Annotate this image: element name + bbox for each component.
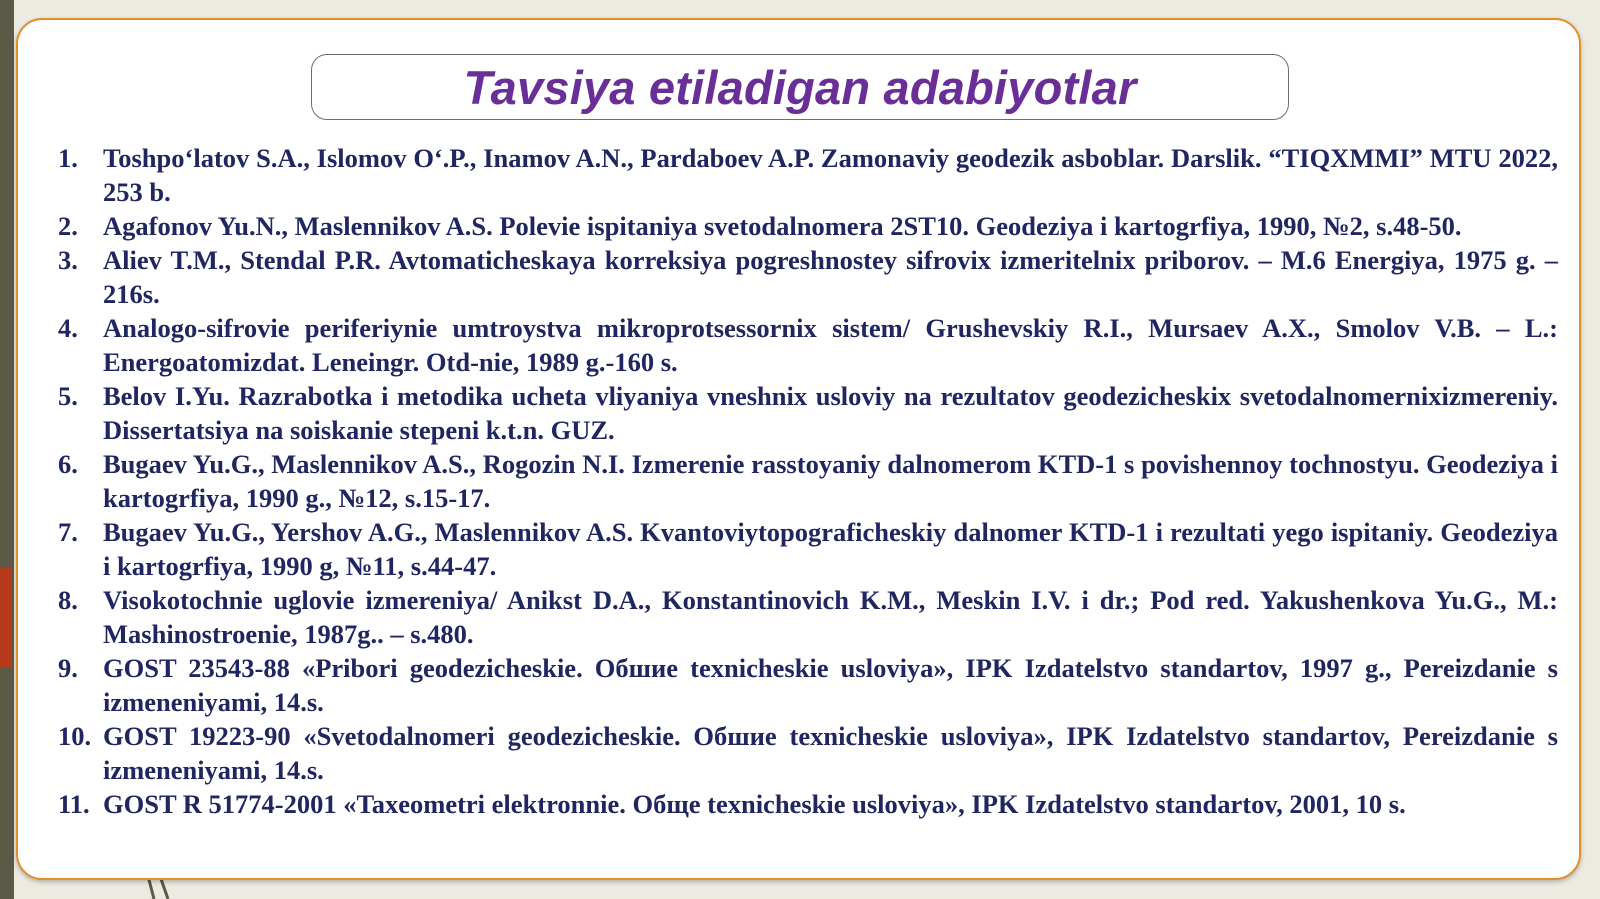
reference-number: 9. — [58, 653, 78, 683]
reference-item — [58, 379, 1558, 447]
reference-text: GOST 19223-90 «Svetodalnomeri geodezicheskie. Обшие texnicheskie usloviya», IPK Izdatelstvo standartov, Pereizdanie s izmeneniyami, 14.s. — [103, 721, 1558, 785]
reference-number: 2. — [58, 211, 78, 241]
left-decor-strip — [0, 0, 14, 899]
reference-number: 5. — [58, 381, 78, 411]
reference-text: Bugaev Yu.G., Maslennikov A.S., Rogozin N.I. Izmerenie rasstoyaniy dalnomerom KTD-1 s povishennoy tochnostyu. Geodeziya i kartogrfiya, 1990 g., №12, s.15-17. — [103, 449, 1558, 513]
reference-text: GOST R 51774-2001 «Taxeometri elektronnie. Обще texnicheskie usloviya», IPK Izdatelstvo standartov, 2001, 10 s. — [103, 789, 1406, 819]
reference-list — [58, 141, 1558, 821]
reference-item — [58, 651, 1558, 719]
reference-item — [58, 141, 1558, 209]
reference-item — [58, 787, 1558, 821]
reference-text: Analogo-sifrovie periferiynie umtroystva mikroprotsessornix sistem/ Grushevskiy R.I., Mursaev A.X., Smolov V.B. – L.: Energoatomizdat. Leneingr. Otd-nie, 1989 g.-160 s. — [103, 313, 1558, 377]
title-box — [311, 54, 1289, 120]
left-accent-bar — [0, 568, 12, 668]
reference-text: GOST 23543-88 «Pribori geodezicheskie. Обшие texnicheskie usloviya», IPK Izdatelstvo standartov, 1997 g., Pereizdanie s izmeneniyami, 14.s. — [103, 653, 1558, 717]
reference-text: Agafonov Yu.N., Maslennikov A.S. Polevie ispitaniya svetodalnomera 2ST10. Geodeziya i kartogrfiya, 1990, №2, s.48-50. — [103, 211, 1462, 241]
reference-item — [58, 311, 1558, 379]
reference-text: Aliev T.M., Stendal P.R. Avtomaticheskaya korreksiya pogreshnostey sifrovix izmeritelnix priborov. – M.6 Energiya, 1975 g. – 216s. — [103, 245, 1558, 309]
reference-item — [58, 515, 1558, 583]
reference-item — [58, 243, 1558, 311]
reference-number: 11. — [58, 789, 90, 819]
reference-number: 10. — [58, 721, 92, 751]
reference-item — [58, 719, 1558, 787]
reference-item — [58, 583, 1558, 651]
reference-text: Visokotochnie uglovie izmereniya/ Anikst D.A., Konstantinovich K.M., Meskin I.V. i dr.; Pod red. Yakushenkova Yu.G., M.: Mashinostroenie, 1987g.. – s.480. — [103, 585, 1558, 649]
reference-text: Toshpo‘latov S.A., Islomov O‘.P., Inamov A.N., Pardaboev A.P. Zamonaviy geodezik asboblar. Darslik. “TIQXMMI” MTU 2022, 253 b. — [103, 143, 1558, 207]
slide-card — [16, 18, 1581, 880]
reference-number: 3. — [58, 245, 78, 275]
reference-number: 4. — [58, 313, 78, 343]
reference-number: 7. — [58, 517, 78, 547]
reference-item — [58, 209, 1558, 243]
reference-number: 6. — [58, 449, 78, 479]
reference-item — [58, 447, 1558, 515]
reference-number: 1. — [58, 143, 78, 173]
reference-number: 8. — [58, 585, 78, 615]
reference-text: Belov I.Yu. Razrabotka i metodika ucheta vliyaniya vneshnix usloviy na rezultatov geodezicheskix svetodalnomernixizmereniy. Dissertatsiya na soiskanie stepeni k.t.n. GUZ. — [103, 381, 1558, 445]
slide-title: Tavsiya etiladigan adabiyotlar — [463, 60, 1137, 114]
reference-text: Bugaev Yu.G., Yershov A.G., Maslennikov A.S. Kvantoviytopograficheskiy dalnomer KTD-1 i rezultati yego ispitaniy. Geodeziya i kartogrfiya, 1990 g, №11, s.44-47. — [103, 517, 1558, 581]
